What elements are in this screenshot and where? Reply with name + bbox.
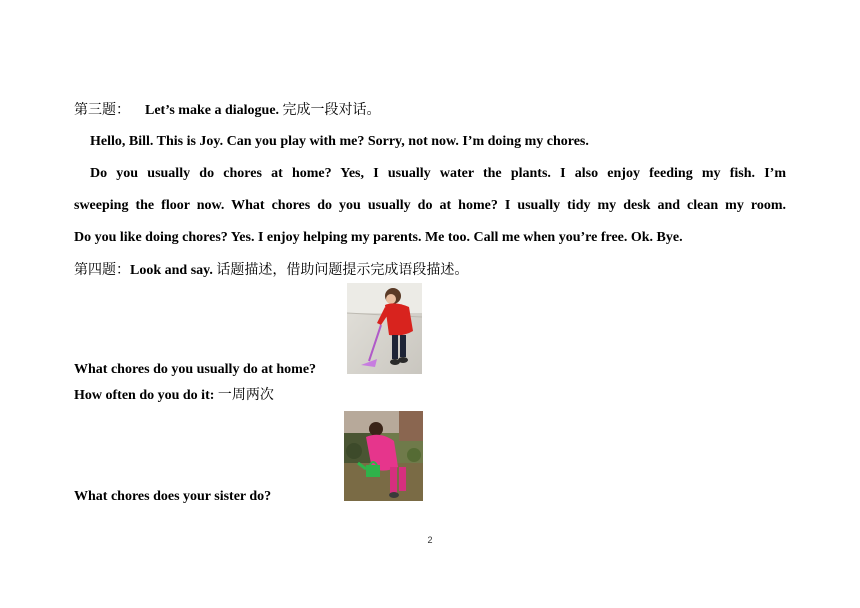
section3-title-en: Let’s make a dialogue. [145,103,280,118]
dialogue-line-4: Do you like doing chores? Yes. I enjoy helping my parents. Me too. Call me when you’re free. Ok. Bye. [74,230,683,245]
section4-title-en: Look and say. [130,263,213,278]
question-how-often [74,386,274,405]
section4-label: 第四题： [74,262,130,278]
child-sweeping-photo [347,283,422,374]
dialogue-line-3: sweeping the floor now. What chores do you usually do at home? I usually tidy my desk and clean my room. [74,198,786,213]
how-often-zh: 一周两次 [217,387,274,403]
how-often-en: How often do you do it: [74,388,215,403]
question-sister-chores: What chores does your sister do? [74,489,272,504]
section4-heading [74,261,468,280]
section3-title-zh: 完成一段对话。 [282,102,381,118]
child-sweeping-illustration [347,283,422,374]
dialogue-line-2: Do you usually do chores at home? Yes, I usually water the plants. I also enjoy feeding my fish. I’m [90,166,786,181]
girl-watering-photo [344,411,423,501]
dialogue-line-1: Hello, Bill. This is Joy. Can you play with me? Sorry, not now. I’m doing my chores. [90,134,589,149]
page-number: 2 [427,535,433,545]
section4-title-zh: 话题描述，借助问题提示完成语段描述。 [216,262,469,278]
section3-label: 第三题： [74,102,130,118]
question-chores-at-home: What chores do you usually do at home? [74,362,317,377]
section3-heading [74,101,381,120]
girl-watering-illustration [344,411,423,501]
